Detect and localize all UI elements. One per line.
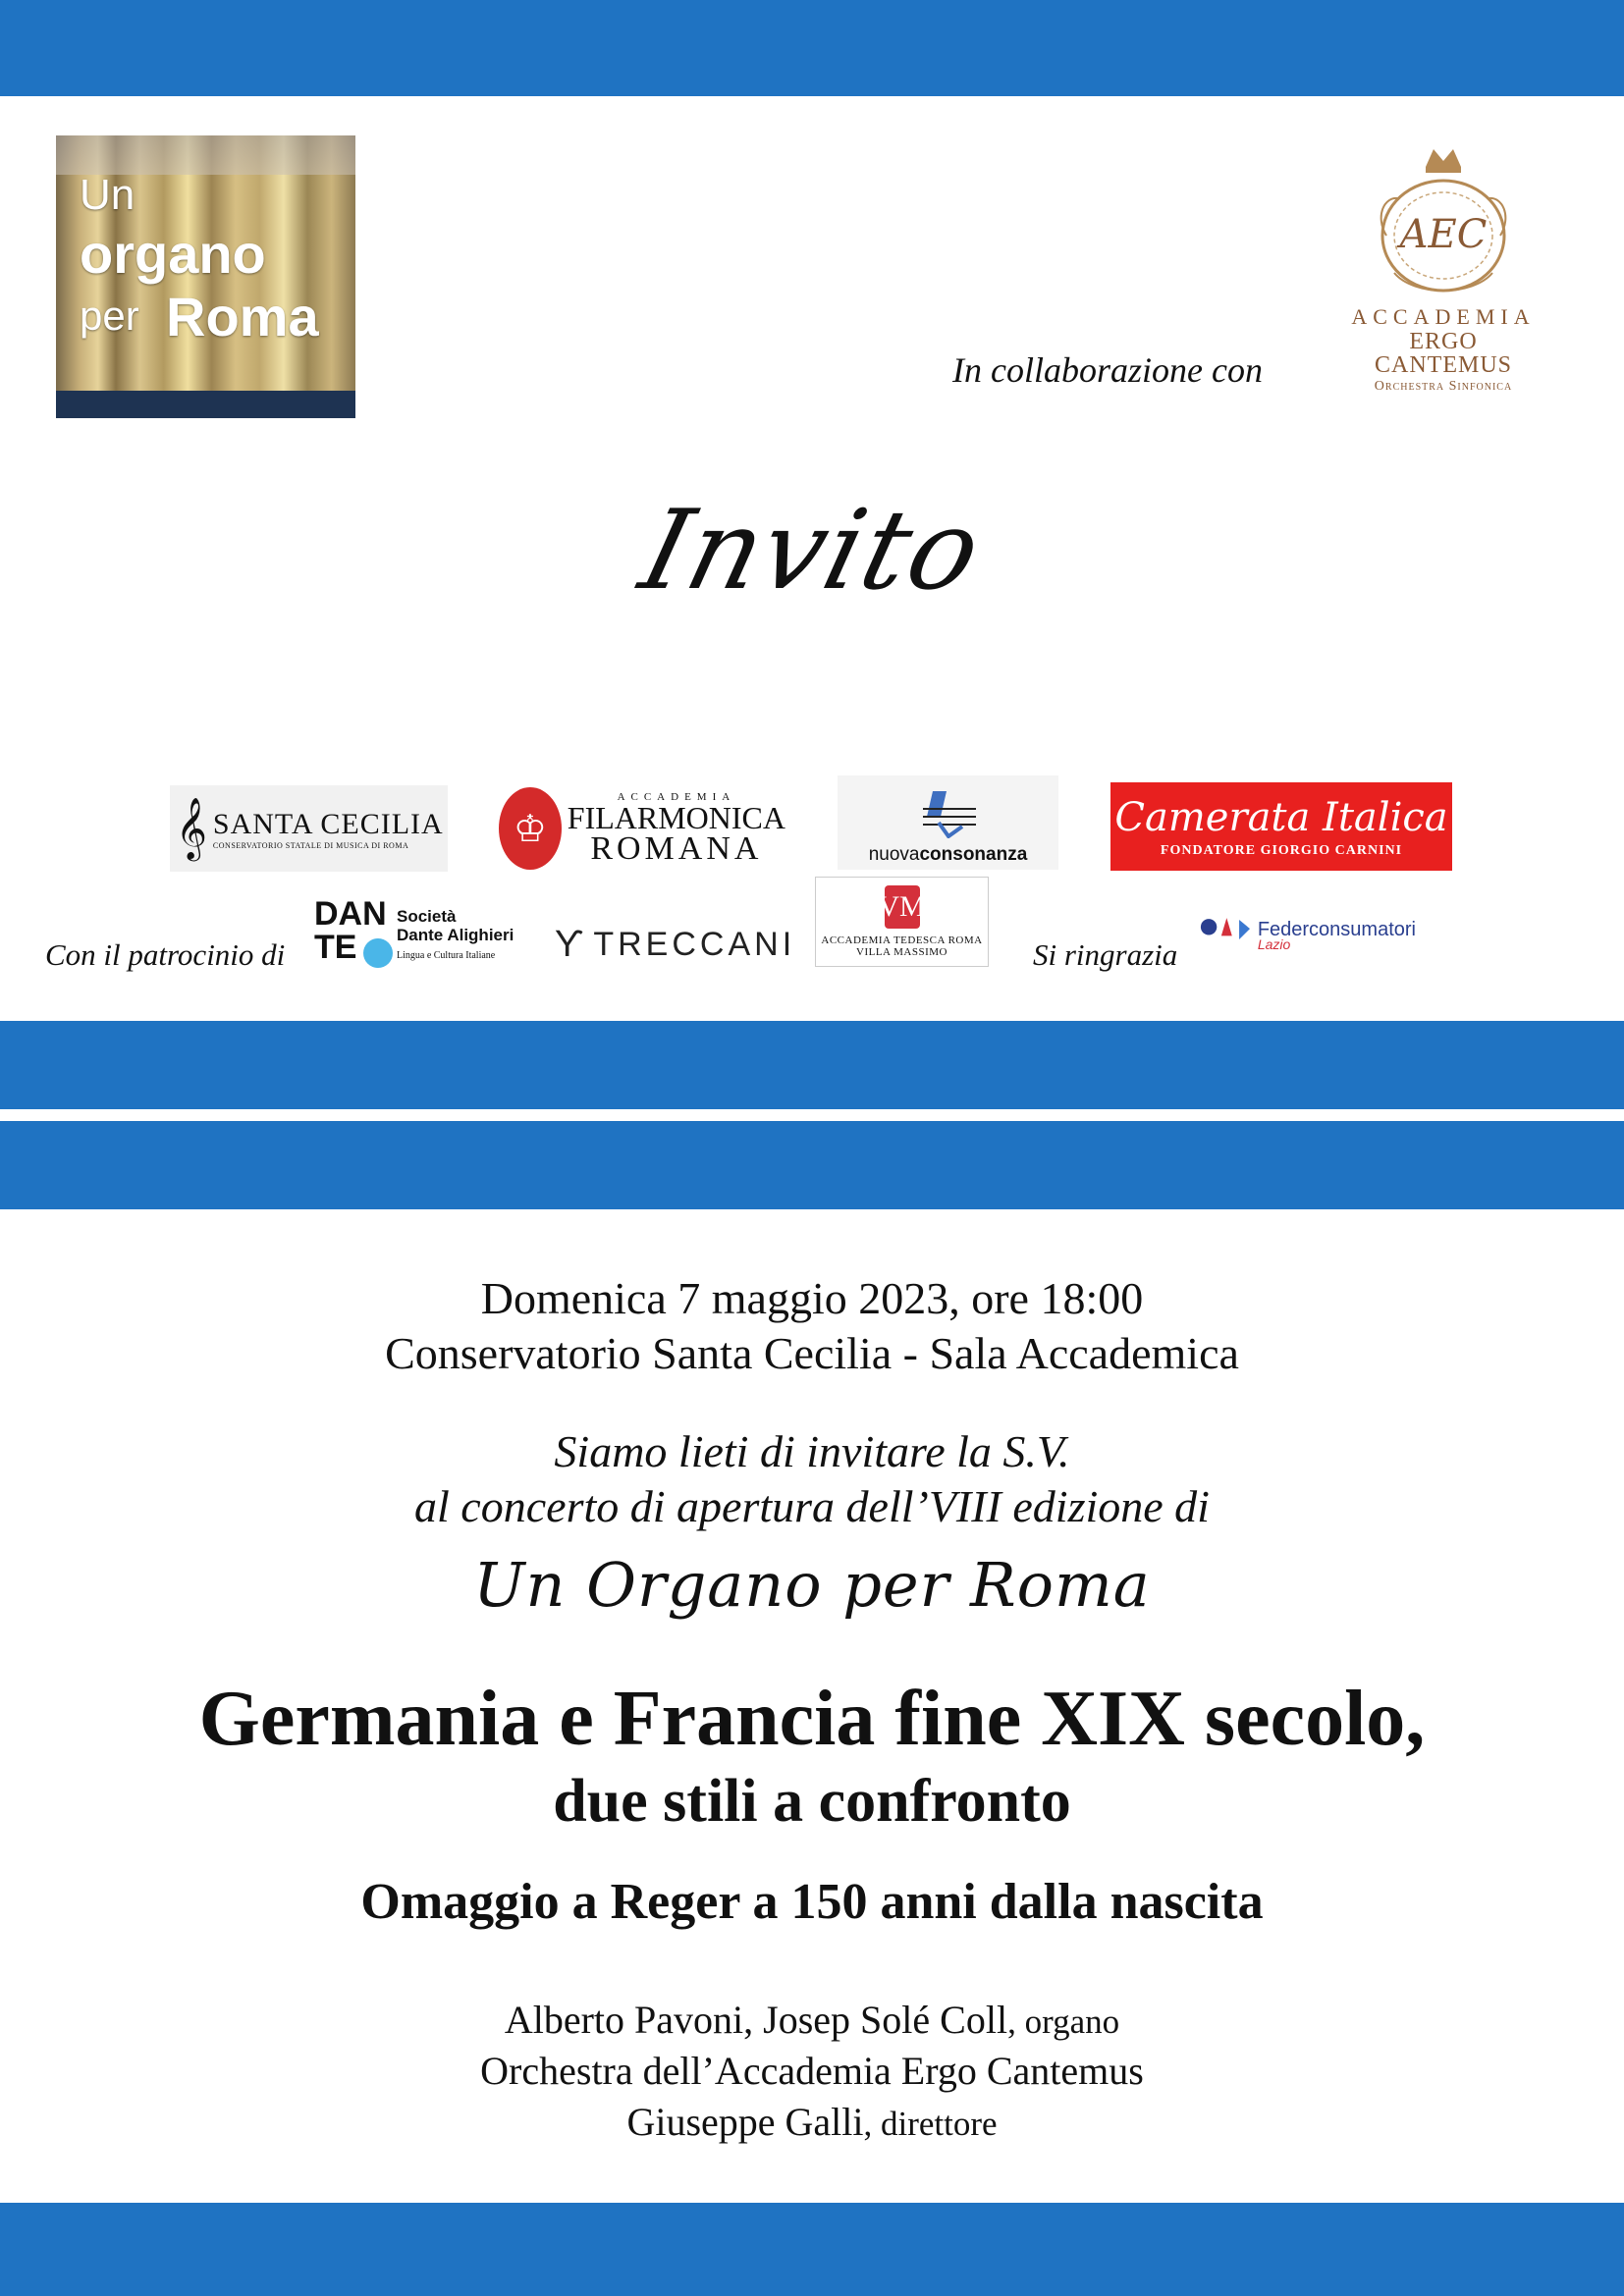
accademia-filarmonica-romana-logo <box>499 785 785 872</box>
dante-line-1: Società <box>397 906 457 926</box>
performer-name: Orchestra dell’Accademia Ergo Cantemus <box>480 2049 1144 2093</box>
logo-text-un: Un <box>80 171 135 219</box>
dante-mark-bottom: TE <box>314 929 357 966</box>
concert-tribute: Omaggio a Reger a 150 anni dalla nascita <box>360 1874 1264 1930</box>
santa-cecilia-emblem-icon: 𝄞 <box>176 797 207 859</box>
accademia-tedesca-roma-logo <box>815 877 989 967</box>
top-blue-band <box>0 0 1624 96</box>
santa-cecilia-name: SANTA CECILIA <box>212 807 444 840</box>
dante-line-3: Lingua e Cultura Italiane <box>397 949 496 961</box>
middle-blue-band-upper <box>0 1021 1624 1109</box>
aec-line-orchestra: Orchestra Sinfonica <box>1374 379 1513 394</box>
concert-title: Germania e Francia fine XIX secolo, <box>198 1676 1426 1762</box>
santa-cecilia-sub: CONSERVATORIO STATALE DI MUSICA DI ROMA <box>212 840 409 850</box>
bottom-blue-band <box>0 2203 1624 2296</box>
camerata-italica-logo <box>1110 782 1452 871</box>
filarmonica-accademia: ACCADEMIA <box>617 791 736 803</box>
concert-subtitle: due stili a confronto <box>553 1768 1071 1835</box>
nuova-consonanza-mark-icon <box>919 787 978 838</box>
thanks-label: Si ringrazia <box>1033 937 1178 972</box>
filarmonica-city: ROMANA <box>590 830 763 867</box>
aec-line-accademia: ACCADEMIA <box>1351 304 1536 329</box>
camerata-name: Camerata Italica <box>1114 795 1448 840</box>
logo-text-per: per <box>80 293 139 339</box>
un-organo-per-roma-logo <box>56 135 355 418</box>
federconsumatori-name: Federconsumatori <box>1257 918 1416 940</box>
performer-role: , organo <box>1007 2002 1120 2041</box>
middle-blue-band-lower <box>0 1121 1624 1209</box>
filarmonica-seal-icon: ♔ <box>499 787 562 870</box>
invito-title: Invito <box>628 487 996 614</box>
accademia-ergo-cantemus-logo <box>1340 137 1546 394</box>
logo-text-roma: Roma <box>166 286 319 347</box>
treccani-name: TRECCANI <box>593 925 796 963</box>
villa-massimo-mark: VM <box>885 885 920 929</box>
performer-line-2 <box>0 2048 1624 2094</box>
dante-mark-icon <box>314 897 393 970</box>
patronage-label: Con il patrocinio di <box>45 937 286 972</box>
performer-name: Giuseppe Galli <box>626 2100 864 2144</box>
event-date: Domenica 7 maggio 2023, ore 18:00 <box>480 1273 1144 1323</box>
invite-line-1: Siamo lieti di invitare la S.V. <box>554 1426 1070 1476</box>
festival-name: Un Organo per Roma <box>473 1549 1151 1621</box>
camerata-sub: FONDATORE GIORGIO CARNINI <box>1160 843 1403 858</box>
tedesca-line-2: VILLA MASSIMO <box>856 946 947 958</box>
nuova-text-2: consonanza <box>919 844 1028 865</box>
collaboration-text: In collaborazione con <box>952 350 1263 390</box>
nuova-text-1: nuova <box>868 844 920 865</box>
treccani-mark-icon: Ƴ <box>555 923 588 965</box>
event-venue: Conservatorio Santa Cecilia - Sala Accademica <box>385 1328 1239 1378</box>
performer-line-1 <box>0 1997 1624 2043</box>
dante-mark-top: DAN <box>314 895 387 933</box>
performer-role: , direttore <box>863 2105 998 2143</box>
logo-text-organo: organo <box>80 223 266 285</box>
performer-line-3 <box>0 2099 1624 2145</box>
nuova-consonanza-logo <box>838 775 1058 870</box>
performer-name: Alberto Pavoni, Josep Solé Coll <box>504 1998 1008 2042</box>
treccani-logo <box>555 923 800 966</box>
federconsumatori-logo <box>1200 905 1416 954</box>
dante-line-2: Dante Alighieri <box>397 925 514 944</box>
dante-alighieri-logo <box>314 897 525 970</box>
federconsumatori-badges-icon <box>1200 913 1252 946</box>
crown-crest-icon <box>1365 137 1522 302</box>
invite-line-2: al concerto di apertura dell’VIII edizione di <box>414 1481 1210 1531</box>
tedesca-line-1: ACCADEMIA TEDESCA ROMA <box>821 934 983 946</box>
aec-line-ergo-cantemus: ERGO CANTEMUS <box>1374 329 1512 378</box>
federconsumatori-region: Lazio <box>1257 935 1291 952</box>
santa-cecilia-logo <box>170 785 448 872</box>
aec-monogram: AEC <box>1399 212 1488 257</box>
filarmonica-name: FILARMONICA <box>567 800 785 835</box>
